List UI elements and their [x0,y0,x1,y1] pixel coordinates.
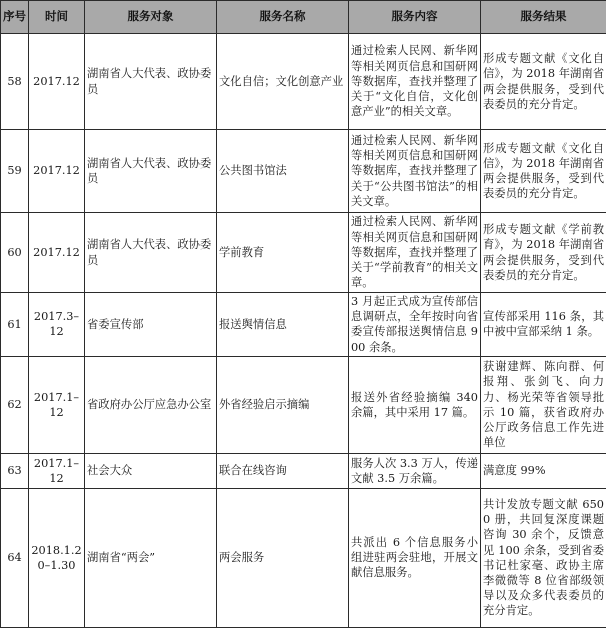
cell-no: 58 [1,34,29,130]
cell-time: 2018.1.20–1.30 [29,488,85,627]
cell-name: 公共图书馆法 [217,130,349,213]
header-cell-content: 服务内容 [349,1,481,34]
cell-name: 报送舆情信息 [217,293,349,357]
table-row [1,293,606,357]
table-row [1,453,606,488]
cell-name: 两会服务 [217,488,349,627]
cell-content: 报送外省经验摘编 340 余篇，其中采用 17 篇。 [349,356,481,453]
cell-content: 共派出 6 个信息服务小组进驻两会驻地，开展文献信息服务。 [349,488,481,627]
cell-content: 通过检索人民网、新华网等相关网页信息和国研网等数据库，查找并整理了关于“文化自信，文化创意产业”的相关文章。 [349,34,481,130]
cell-name: 学前教育 [217,213,349,293]
cell-result: 形成专题文献《学前教育》，为 2018 年湖南省两会提供服务，受到代表委员的充分肯定。 [481,213,606,293]
cell-no: 64 [1,488,29,627]
header-cell-name: 服务名称 [217,1,349,34]
table-row [1,213,606,293]
header-cell-target: 服务对象 [85,1,217,34]
header-cell-result: 服务结果 [481,1,606,34]
cell-target: 湖南省“两会” [85,488,217,627]
cell-target: 湖南省人大代表、政协委员 [85,130,217,213]
cell-target: 社会大众 [85,453,217,488]
cell-name: 文化自信；文化创意产业 [217,34,349,130]
cell-no: 62 [1,356,29,453]
table-body [1,34,606,628]
cell-time: 2017.12 [29,34,85,130]
header-cell-no: 序号 [1,1,29,34]
cell-time: 2017.1–12 [29,356,85,453]
cell-result: 形成专题文献《文化自信》，为 2018 年湖南省两会提供服务，受到代表委员的充分肯定。 [481,34,606,130]
cell-content: 通过检索人民网、新华网等相关网页信息和国研网等数据库，查找并整理了关于“学前教育”的相关文章。 [349,213,481,293]
cell-time: 2017.3–12 [29,293,85,357]
cell-content: 服务人次 3.3 万人，传递文献 3.5 万余篇。 [349,453,481,488]
cell-no: 60 [1,213,29,293]
cell-target: 湖南省人大代表、政协委员 [85,213,217,293]
cell-no: 59 [1,130,29,213]
header-cell-time: 时间 [29,1,85,34]
cell-result: 获谢建辉、陈向群、何报翔、张剑飞、向力力、杨光荣等省领导批示 10 篇，获省政府办公厅政务信息工作先进单位 [481,356,606,453]
cell-no: 61 [1,293,29,357]
cell-target: 省政府办公厅应急办公室 [85,356,217,453]
cell-time: 2017.12 [29,130,85,213]
cell-no: 63 [1,453,29,488]
cell-time: 2017.1–12 [29,453,85,488]
cell-target: 湖南省人大代表、政协委员 [85,34,217,130]
cell-result: 满意度 99% [481,453,606,488]
cell-target: 省委宣传部 [85,293,217,357]
cell-result: 共计发放专题文献 6500 册，共回复深度课题咨询 30 余个，反馈意见 100 余条，受到省委书记杜家毫、政协主席李微微等 8 位省部级领导以及众多代表委员的充分肯定。 [481,488,606,627]
cell-time: 2017.12 [29,213,85,293]
table-row [1,356,606,453]
table-row [1,34,606,130]
table-row [1,130,606,213]
table-header [1,1,606,34]
cell-name: 外省经验启示摘编 [217,356,349,453]
table-row [1,488,606,627]
cell-result: 宣传部采用 116 条，其中被中宣部采纳 1 条。 [481,293,606,357]
cell-content: 3 月起正式成为宣传部信息调研点，全年按时向省委宣传部报送舆情信息 900 余条。 [349,293,481,357]
header-row [1,1,606,34]
cell-result: 形成专题文献《文化自信》，为 2018 年湖南省两会提供服务，受到代表委员的充分肯定。 [481,130,606,213]
cell-name: 联合在线咨询 [217,453,349,488]
cell-content: 通过检索人民网、新华网等相关网页信息和国研网等数据库，查找并整理了关于“公共图书馆法”的相关文章。 [349,130,481,213]
